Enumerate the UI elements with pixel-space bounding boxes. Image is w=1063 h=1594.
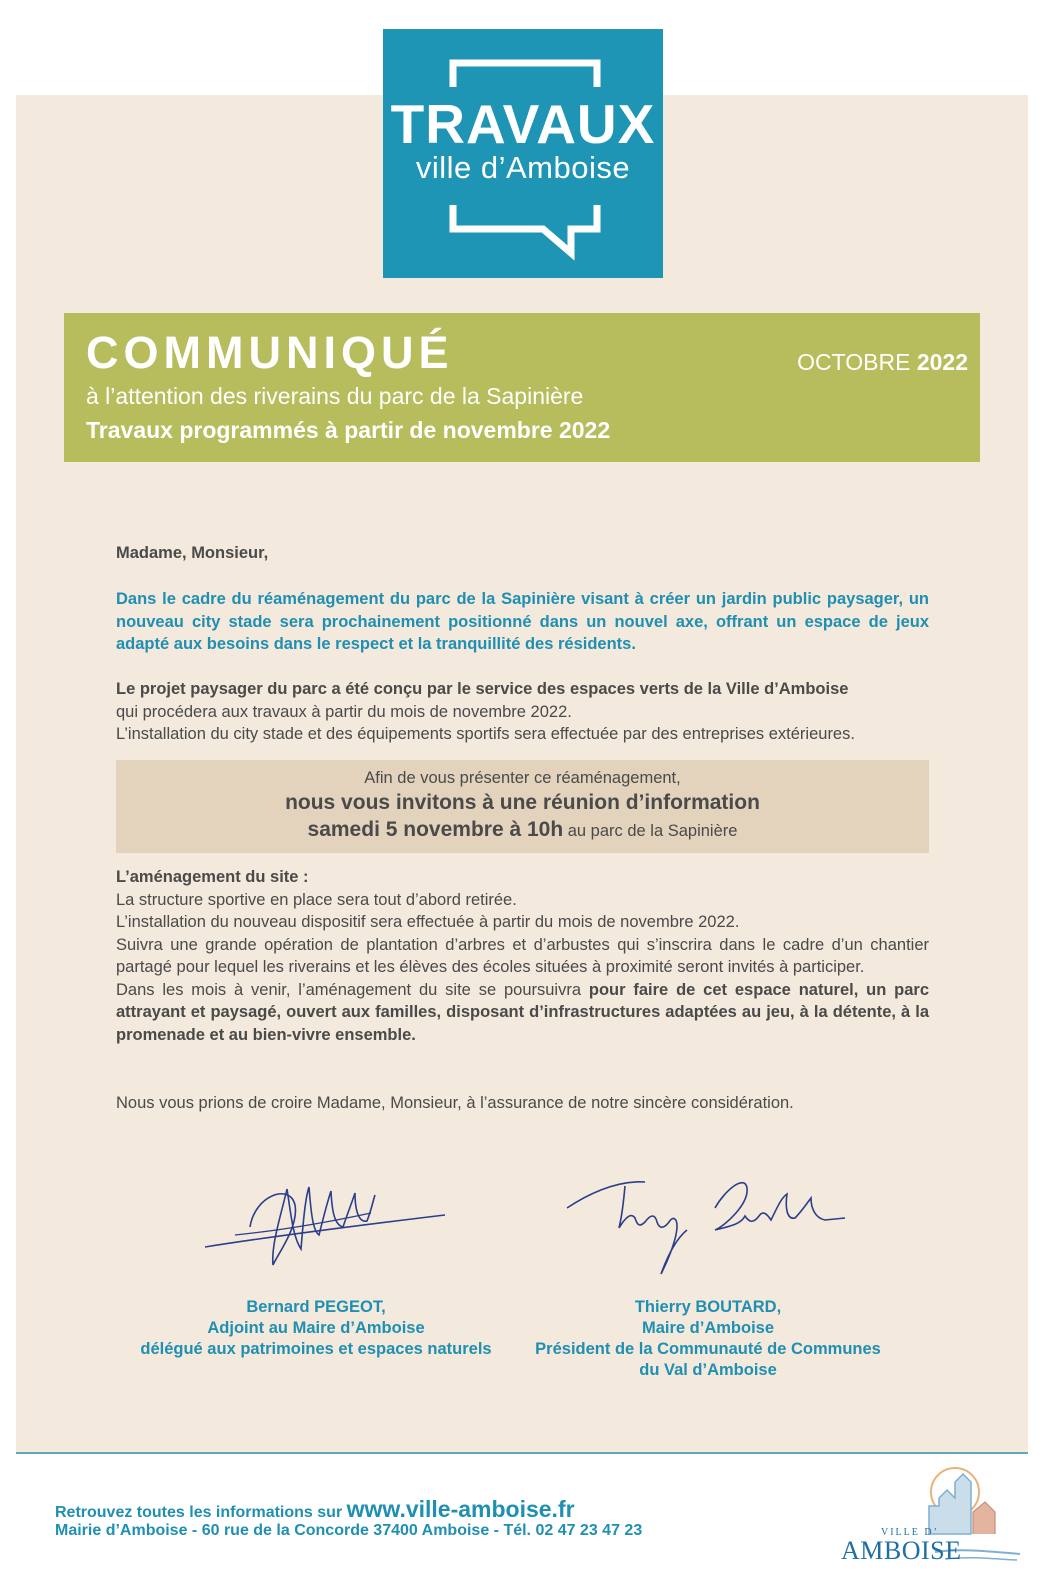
signer-pegeot: [120, 1297, 512, 1360]
signer-role: délégué aux patrimoines et espaces naturels: [140, 1340, 492, 1358]
footer-info: [55, 1496, 575, 1523]
project-bold: Le projet paysager du parc a été conçu par le service des espaces verts de la Ville d’Amboise: [116, 680, 849, 698]
banner-date: [797, 349, 968, 376]
banner-year: 2022: [916, 349, 968, 375]
banner-attention: à l’attention des riverains du parc de la Sapinière: [86, 383, 584, 409]
signer-role: Adjoint au Maire d’Amboise: [207, 1319, 425, 1337]
logo-subtitle: ville d’Amboise: [415, 150, 631, 185]
site-line-4: Dans les mois à venir, l’aménagement du site se poursuivra pour faire de cet espace naturel, un parc attrayant et paysagé, ouvert aux familles, disposant d’infrastructures adaptées au jeu, à la détente, à la promenade et au bien-vivre ensemble.: [116, 980, 929, 1044]
site-line-2: L’installation du nouveau dispositif sera effectuée à partir du mois de novembre 2022.: [116, 913, 740, 931]
footer-divider: [16, 1452, 1028, 1454]
project-installation: L’installation du city stade et des équipements sportifs sera effectuée par des entreprises extérieures.: [116, 725, 855, 743]
signer-name: Bernard PEGEOT,: [246, 1298, 386, 1316]
invite-date: samedi 5 novembre à 10h: [307, 818, 564, 841]
logo-title: TRAVAUX: [390, 93, 656, 155]
site-heading: L’aménagement du site :: [116, 868, 309, 886]
brand-name: AMBOISE: [841, 1536, 962, 1565]
project-rest: qui procédera aux travaux à partir du mois de novembre 2022.: [116, 702, 572, 721]
site-section: [116, 866, 929, 1046]
banner-title: COMMUNIQUÉ: [86, 327, 454, 378]
invite-place: au parc de la Sapinière: [567, 822, 738, 840]
amboise-logo: [835, 1462, 1025, 1572]
signer-name: Thierry BOUTARD,: [634, 1298, 782, 1316]
letter-closing: Nous vous prions de croire Madame, Monsieur, à l’assurance de notre sincère considération.: [116, 1094, 794, 1112]
footer-url-link[interactable]: www.ville-amboise.fr: [346, 1496, 575, 1522]
footer-address: Mairie d’Amboise - 60 rue de la Concorde 37400 Amboise - Tél. 02 47 23 47 23: [55, 1522, 643, 1539]
travaux-logo: [383, 29, 663, 278]
signer-role: du Val d’Amboise: [639, 1361, 777, 1379]
signature-boutard: [565, 1168, 850, 1288]
letter-project: [116, 678, 929, 746]
site-line-3: Suivra une grande opération de plantation d’arbres et d’arbustes qui s’inscrira dans le cadre d’un chantier partagé pour lequel les riverains et les élèves des écoles situées à proximité seront invités à participer.: [116, 935, 929, 976]
banner-schedule: Travaux programmés à partir de novembre 2022: [86, 417, 611, 443]
invite-line-2: nous vous invitons à une réunion d’information: [285, 791, 760, 814]
invite-line-3: [116, 818, 929, 842]
signature-pegeot: [195, 1175, 455, 1275]
invite-line-1: Afin de vous présenter ce réaménagement,: [364, 769, 681, 787]
communique-banner: [64, 313, 980, 462]
signer-boutard: [522, 1297, 894, 1381]
banner-month: OCTOBRE: [797, 349, 911, 375]
site-line-1: La structure sportive en place sera tout d’abord retirée.: [116, 890, 517, 909]
letter-intro: Dans le cadre du réaménagement du parc de la Sapinière visant à créer un jardin public paysager, un nouveau city stade sera prochainement positionné dans un nouvel axe, offrant un espace de jeux adapté aux besoins dans le respect et la tranquillité des résidents.: [116, 590, 929, 653]
signer-role: Maire d’Amboise: [641, 1319, 775, 1337]
invitation-box: [116, 760, 929, 853]
signer-role: Président de la Communauté de Communes: [535, 1340, 881, 1358]
letter-greeting: Madame, Monsieur,: [116, 544, 269, 562]
footer-info-prefix: Retrouvez toutes les informations sur: [55, 1504, 343, 1521]
brand-ville: VILLE D’: [881, 1527, 939, 1538]
